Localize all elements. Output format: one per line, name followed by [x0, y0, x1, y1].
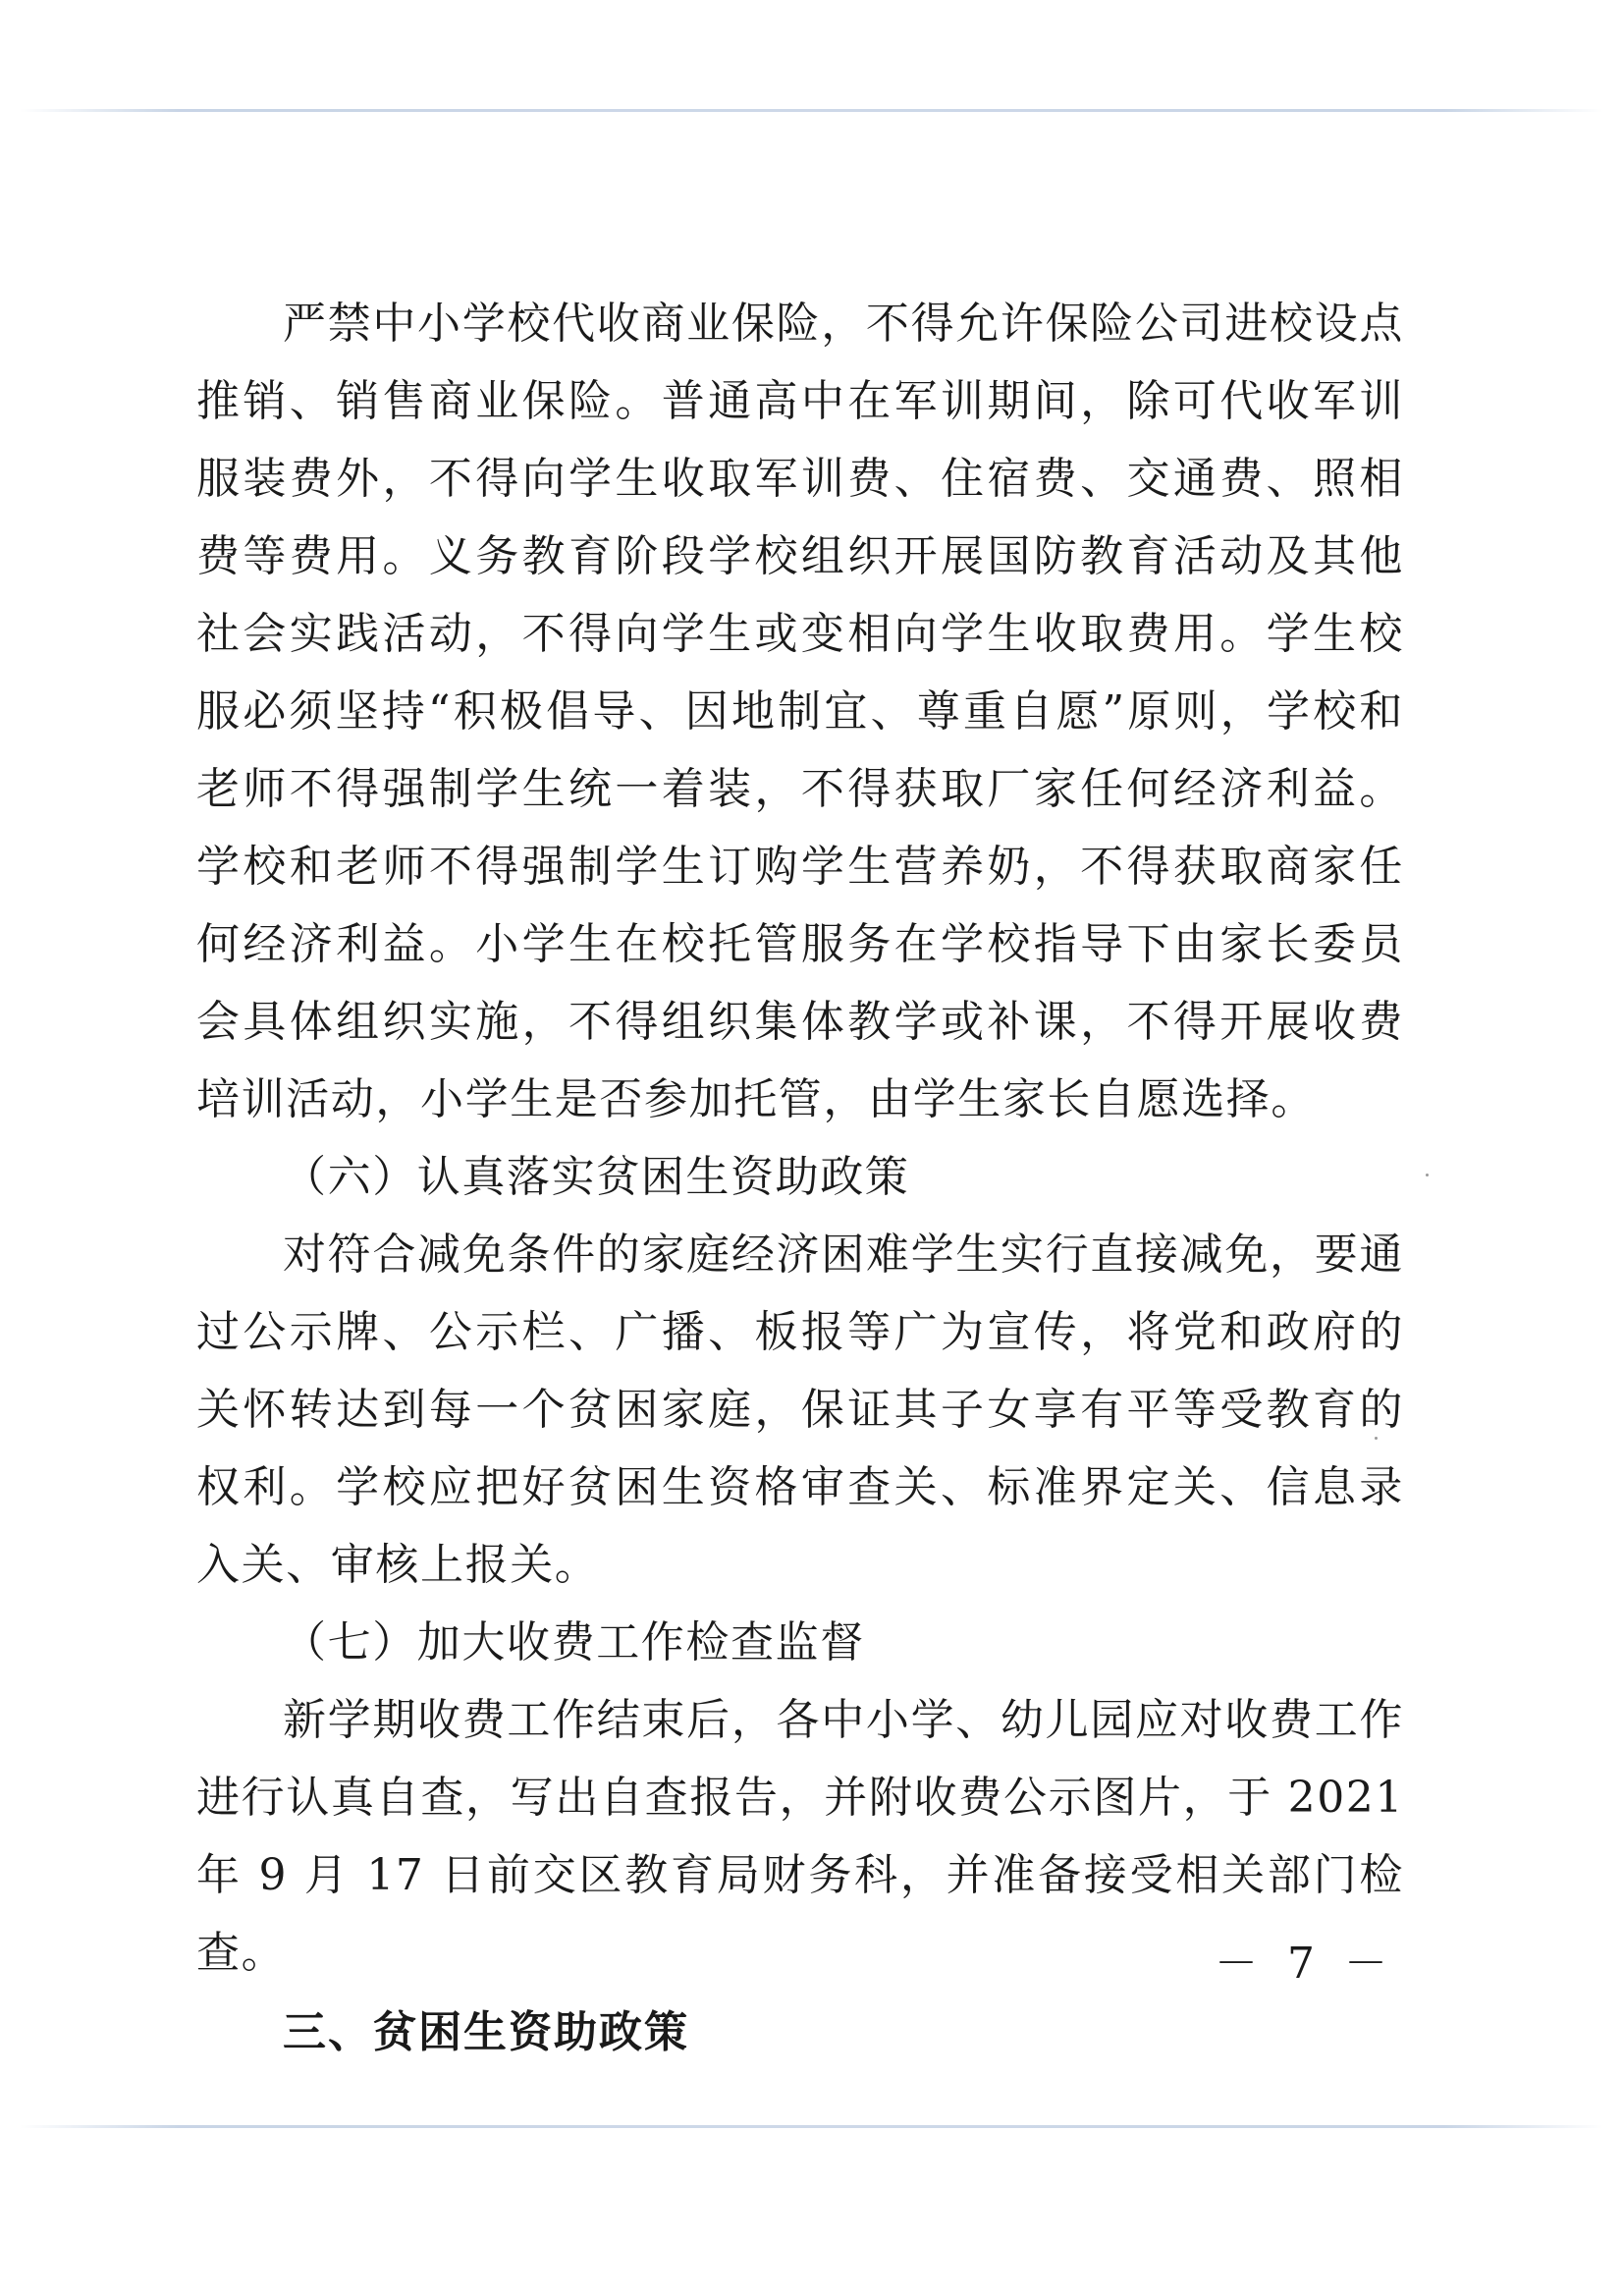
subheading-six: （六）认真落实贫困生资助政策: [283, 1152, 910, 1202]
scan-speck: [1426, 1174, 1429, 1176]
section-heading-three: 三、贫困生资助政策: [283, 2007, 689, 2057]
subheading-seven: （七）加大收费工作检查监督: [283, 1617, 865, 1667]
paragraph-inspection: 新学期收费工作结束后，各中小学、幼儿园应对收费工作进行认真自查，写出自查报告，并附收费公示图片，于 2021 年 9 月 17 日前交区教育局财务科，并准备接受相关部门检查。: [196, 1695, 1404, 1978]
scan-border-top: [20, 109, 1603, 112]
scan-border-bottom: [20, 2125, 1603, 2128]
paragraph-fees-regulations: 严禁中小学校代收商业保险，不得允许保险公司进校设点推销、销售商业保险。普通高中在军训期间，除可代收军训服装费外，不得向学生收取军训费、住宿费、交通费、照相费等费用。义务教育阶段学校组织开展国防教育活动及其他社会实践活动，不得向学生或变相向学生收取费用。学生校服必须坚持“积极倡导、因地制宜、尊重自愿”原则，学校和老师不得强制学生统一着装，不得获取厂家任何经济利益。学校和老师不得强制学生订购学生营养奶，不得获取商家任何经济利益。小学生在校托管服务在学校指导下由家长委员会具体组织实施，不得组织集体教学或补课，不得开展收费培训活动，小学生是否参加托管，由学生家长自愿选择。: [196, 299, 1404, 1124]
page-number: － 7 －: [1215, 1939, 1395, 1989]
scan-speck: [1375, 1437, 1378, 1440]
document-body: [196, 285, 1404, 2074]
paragraph-poverty-aid: 对符合减免条件的家庭经济困难学生实行直接减免，要通过公示牌、公示栏、广播、板报等广为宣传，将党和政府的关怀转达到每一个贫困家庭，保证其子女享有平等受教育的权利。学校应把好贫困生资格审查关、标准界定关、信息录入关、审核上报关。: [196, 1230, 1404, 1590]
